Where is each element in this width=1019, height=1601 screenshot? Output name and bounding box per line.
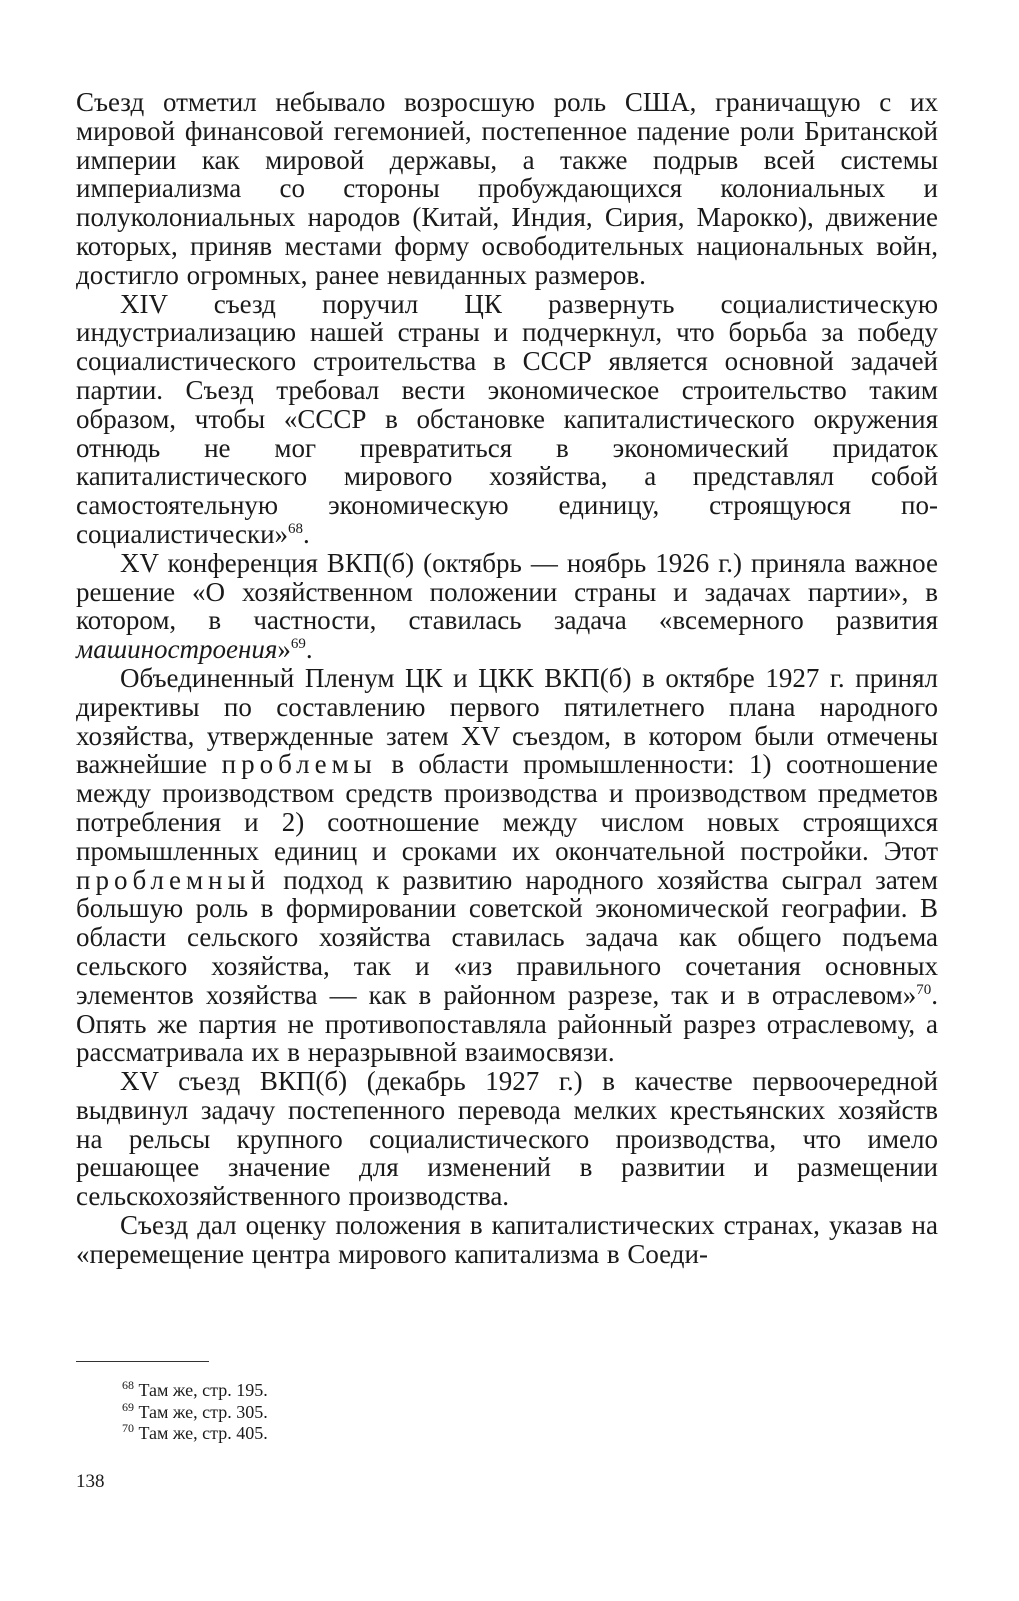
- footnotes: [122, 1380, 268, 1445]
- footnote-70: [122, 1423, 268, 1445]
- page-number: 138: [76, 1471, 105, 1492]
- text-run: Объединенный Пленум ЦК и ЦКК ВКП(б) в октябре 1927 г. принял директивы по составлению первого пятилетнего плана народного хозяйства, утвержденные затем XV съездом, в котором были отмечены важнейшие: [76, 662, 938, 780]
- footnote-text: Там же, стр. 405.: [138, 1423, 268, 1443]
- text-run: »: [277, 634, 291, 665]
- text-run: XV конференция ВКП(б) (октябрь — ноябрь 1926 г.) приняла важное решение «О хозяйственном положении страны и задачах партии», в котором, в частности, ставилась задача «всемерного развития: [76, 547, 938, 636]
- emphasis-text: машиностроения: [76, 634, 278, 665]
- paragraph-p4: [76, 664, 938, 1067]
- footnote-divider: [76, 1361, 209, 1362]
- text-run: XV съезд ВКП(б) (декабрь 1927 г.) в качестве первоочередной выдвинул задачу постепенного перевода мелких крестьянских хозяйств на рельсы крупного социалистического производства, что имело решающее значение для изменений в развитии и размещении сельскохозяйственного производства.: [76, 1066, 938, 1212]
- footnote-69: [122, 1399, 268, 1424]
- paragraph-p1: [76, 88, 938, 290]
- footnote-ref: 70: [916, 981, 932, 998]
- footnote-text: Там же, стр. 195.: [138, 1380, 268, 1400]
- footnote-ref: 69: [290, 636, 306, 653]
- footnote-number: 69: [122, 1399, 134, 1414]
- text-run: проблемы: [221, 749, 377, 780]
- text-run: Съезд отметил небывало возросшую роль США, граничащую с их мировой финансовой гегемонией, постепенное падение роли Британской империи как мировой державы, а также подрыв всей системы империализма со стороны пробуждающихся колониальных и полуколониальных народов (Китай, Индия, Сирия, Марокко), движение которых, приняв местами форму освободительных национальных войн, достигло огромных, ранее невиданных размеров.: [76, 87, 938, 290]
- text-run: в области промышленности: 1) соотношение между производством средств производства и производством предметов потребления и 2) соотношение между числом новых строящихся промышленных единиц и сроками их окончательной постройки. Этот: [76, 749, 938, 866]
- text-run: проблемный: [76, 864, 271, 895]
- text-run: XIV съезд поручил ЦК развернуть социалистическую индустриализацию нашей страны и подчеркнул, что борьба за победу социалистического строительства в СССР является основной задачей партии. Съезд требовал вести экономическое строительство таким образом, чтобы «СССР в обстановке капиталистического окружения отнюдь не мог превратиться в экономический придаток капиталистического мирового хозяйства, а представлял собой самостоятельную экономическую единицу, строящуюся по-социалистически»: [76, 288, 938, 549]
- page-body: [76, 88, 938, 1269]
- footnote-number: 70: [122, 1421, 134, 1435]
- paragraph-p3: [76, 549, 938, 664]
- paragraph-p2: [76, 290, 938, 549]
- footnote-number: 68: [122, 1378, 134, 1392]
- text-run: Съезд дал оценку положения в капиталистических странах, указав на «перемещение центра мирового капитализма в Соеди-: [76, 1210, 938, 1269]
- text-run: .: [303, 518, 310, 549]
- footnote-ref: 68: [288, 520, 304, 537]
- footnote-68: [122, 1380, 268, 1402]
- paragraph-p6: [76, 1211, 938, 1269]
- text-run: .: [305, 634, 313, 665]
- text-run: . Опять же партия не противопоставляла районный разрез отраслевому, а рассматривала их в неразрывной взаимосвязи.: [76, 979, 938, 1068]
- paragraph-p5: [76, 1067, 938, 1211]
- text-run: подход к развитию народного хозяйства сыграл затем большую роль в формировании советской экономической географии. В области сельского хозяйства ставилась задача как общего подъема сельского хозяйства, так и «из правильного сочетания основных элементов хозяйства — как в районном разрезе, так и в отраслевом»: [76, 864, 938, 1010]
- footnote-text: Там же, стр. 305.: [138, 1401, 268, 1422]
